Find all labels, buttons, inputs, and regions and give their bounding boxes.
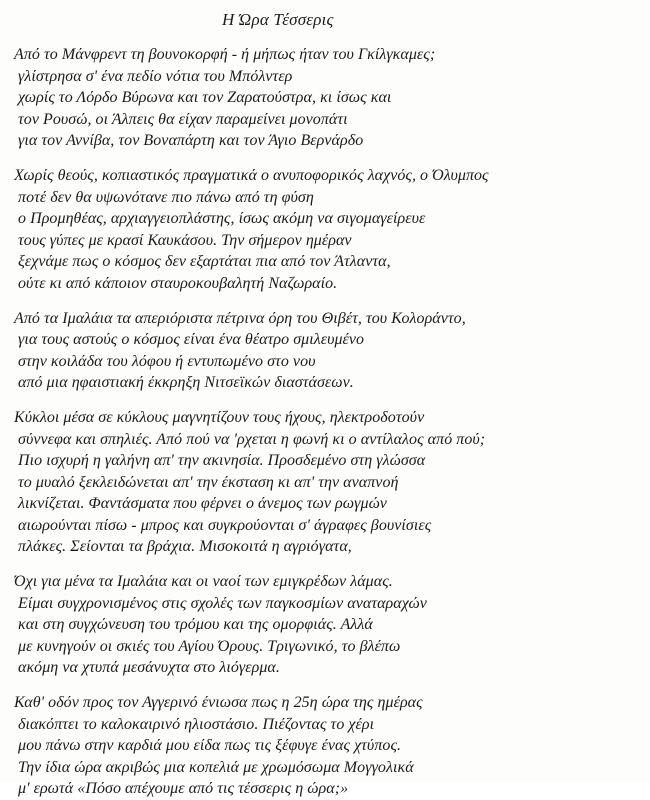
poem-line: μ' ερωτά «Πόσο απέχουμε από τις τέσσερις η ώρα;»	[18, 780, 349, 798]
poem-line: Κύκλοι μέσα σε κύκλους μαγνητίζουν τους ήχους, ηλεκτροδοτούν	[14, 408, 425, 426]
stanza-6	[14, 692, 650, 800]
stanza-5	[14, 571, 650, 679]
poem-line: Από τα Ιμαλάια τα απεριόριστα πέτρινα όρη του Θιβέτ, του Κολοράντο,	[14, 309, 466, 327]
poem-line: μου πάνω στην καρδιά μου είδα πως τις ξέφυγε ένας χτύπος.	[18, 737, 402, 755]
poem-line: με κυνηγούν οι σκιές του Αγίου Όρους. Τριγωνικό, το βλέπω	[18, 637, 401, 655]
poem-line: τους γύπες με κρασί Καυκάσου. Την σήμερον ημέραν	[18, 231, 352, 249]
poem-line: γλίστρησα σ' ένα πεδίο νότια του Μπόλντερ	[18, 67, 293, 85]
poem-line: ποτέ δεν θα υψωνότανε πιο πάνω από τη φύση	[18, 188, 314, 206]
poem-line: λικνίζεται. Φαντάσματα που φέρνει ο άνεμος των ρωγμών	[18, 495, 387, 513]
poem-line: ο Προμηθέας, αρχιαγγειοπλάστης, ίσως ακόμη να σιγομαγείρευε	[18, 210, 426, 228]
poem-line: Χωρίς θεούς, κοπιαστικός πραγματικά ο ανυποφορικός λαχνός, ο Όλυμπος	[14, 166, 489, 184]
poem-line: αιωρούνται πίσω - μπρος και συγκρούονται σ' άγραφες βουνίσιες	[18, 516, 432, 534]
poem-line: Όχι για μένα τα Ιμαλάια και οι ναοί των εμιγκρέδων λάμας.	[14, 573, 393, 591]
poem-line: διακόπτει το καλοκαιρινό ηλιοστάσιο. Πιέζοντας το χέρι	[18, 715, 375, 733]
stanza-3	[14, 308, 650, 394]
poem-line: ξεχνάμε πως ο κόσμος δεν εξαρτάται πια από τον Άτλαντα,	[18, 253, 391, 271]
poem-line: για τον Αννίβα, τον Βοναπάρτη και τον Άγιο Βερνάρδο	[18, 132, 364, 150]
poem-line: ούτε κι από κάποιον σταυροκουβαλητή Ναζωραίο.	[18, 274, 338, 292]
poem-line: Είμαι συγχρονισμένος στις σχολές των παγκοσμίων αναταραχών	[18, 594, 427, 612]
stanza-1	[14, 44, 650, 152]
poem-line: τον Ρουσώ, οι Άλπεις θα είχαν παραμείνει μονοπάτι	[18, 110, 348, 128]
poem-line: σύννεφα και σπηλιές. Από πού να 'ρχεται η φωνή κι ο αντίλαλος από πού;	[18, 430, 486, 448]
stanza-2	[14, 165, 650, 295]
poem-line: πλάκες. Σείονται τα βράχια. Μισοκοιτά η αγριόγατα,	[18, 538, 352, 556]
stanza-4	[14, 407, 650, 558]
poem-line: και στη συγχώνευση του τρόμου και της ομορφιάς. Αλλά	[18, 616, 373, 634]
poem-line: το μυαλό ξεκλειδώνεται απ' την έκσταση κι απ' την αναπνοή	[18, 473, 399, 491]
poem-line: για τους αστούς ο κόσμος είναι ένα θέατρο σμιλευμένο	[18, 331, 365, 349]
poem-title: Η Ώρα Τέσσερις	[222, 10, 334, 29]
poem-line: από μια ηφαιστιακή έκκρηξη Νιτσεϊκών διαστάσεων.	[18, 374, 354, 392]
poem-line: Από το Μάνφρεντ τη βουνοκορφή - ή μήπως ήταν του Γκίλγκαμες;	[14, 46, 436, 63]
poem-line: Καθ' οδόν προς τον Αγγερινό ένιωσα πως η 25η ώρα της ημέρας	[14, 694, 423, 712]
poem-line: ακόμη να χτυπά μεσάνυχτα στο λιόγερμα.	[18, 659, 280, 677]
poem-line: χωρίς το Λόρδο Βύρωνα και τον Ζαρατούστρα, κι ίσως και	[18, 89, 392, 107]
poem-line: στην κοιλάδα του λόφου ή εντυπωμένο στο νου	[18, 352, 316, 370]
poem-line: Πιο ισχυρή η γαλήνη απ' την ακινησία. Προσδεμένο στη γλώσσα	[18, 452, 426, 470]
poem-line: Την ίδια ώρα ακριβώς μια κοπελιά με χρωμόσωμα Μογγολικά	[18, 758, 414, 776]
